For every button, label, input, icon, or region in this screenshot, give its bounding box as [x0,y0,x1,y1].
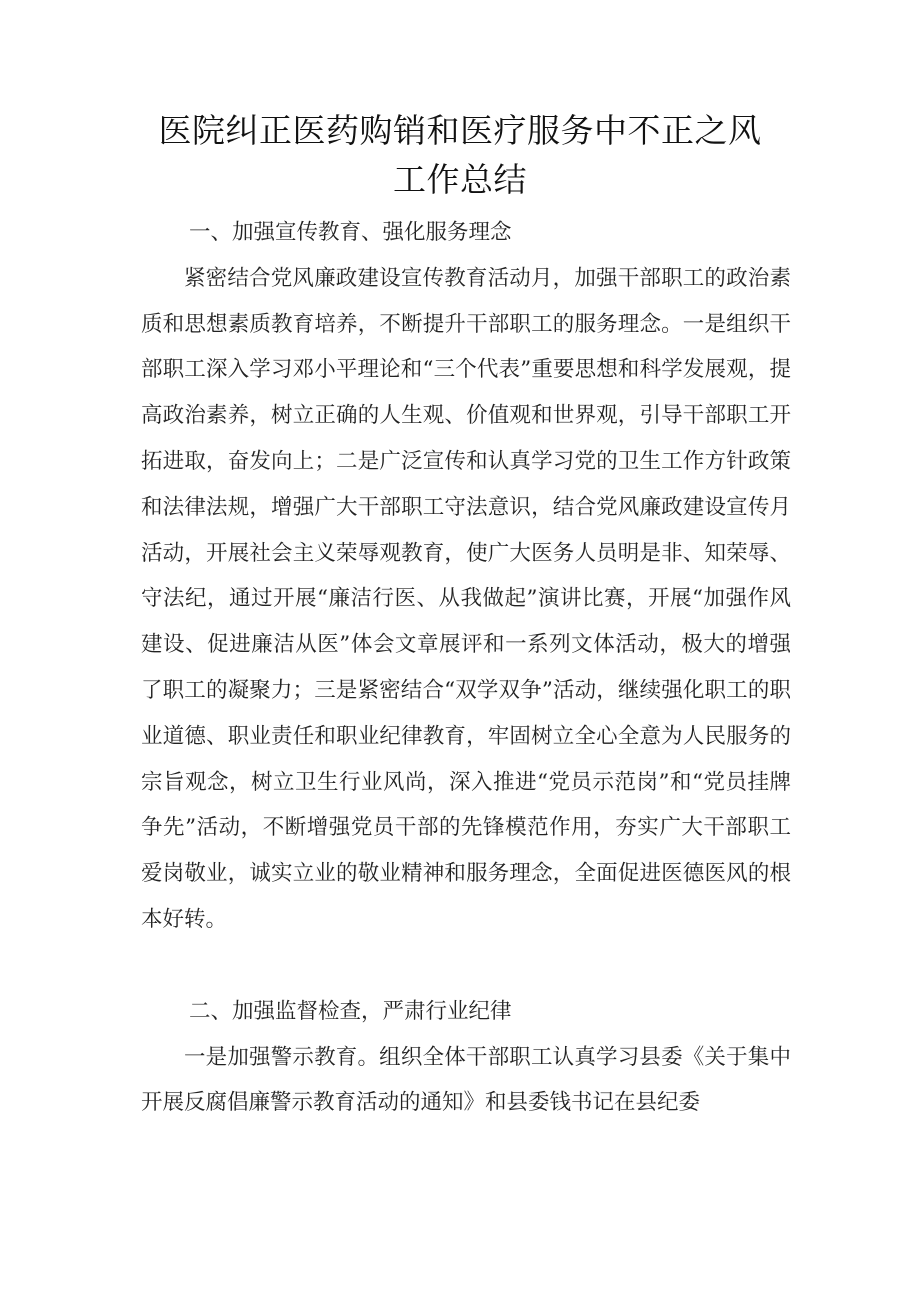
section-1-heading: 一、加强宣传教育、强化服务理念 [189,220,512,245]
document-body [141,210,791,1126]
document-title [0,106,920,204]
title-line-2: 工作总结 [393,160,527,199]
section-2-heading: 二、加强监督检查，严肃行业纪律 [189,998,512,1024]
title-line-1: 医院纠正医药购销和医疗服务中不正之风 [158,111,762,150]
section-2-paragraph: 一是加强警示教育。组织全体干部职工认真学习县委《关于集中开展反腐倡廉警示教育活动的通知》和县委钱书记在县纪委 [141,1044,791,1116]
section-1-paragraph: 紧密结合党风廉政建设宣传教育活动月，加强干部职工的政治素质和思想素质教育培养，不断提升干部职工的服务理念。一是组织干部职工深入学习邓小平理论和“三个代表”重要思想和科学发展观，提高政治素养，树立正确的人生观、价值观和世界观，引导干部职工开拓进取，奋发向上；二是广泛宣传和认真学习党的卫生工作方针政策和法律法规，增强广大干部职工守法意识，结合党风廉政建设宣传月活动，开展社会主义荣辱观教育，使广大医务人员明是非、知荣辱、守法纪，通过开展“廉洁行医、从我做起”演讲比赛，开展“加强作风建设、促进廉洁从医”体会文章展评和一系列文体活动，极大的增强了职工的凝聚力；三是紧密结合“双学双争”活动，继续强化职工的职业道德、职业责任和职业纪律教育，牢固树立全心全意为人民服务的宗旨观念，树立卫生行业风尚，深入推进“党员示范岗”和“党员挂牌争先”活动，不断增强党员干部的先锋模范作用，夯实广大干部职工爱岗敬业，诚实立业的敬业精神和服务理念，全面促进医德医风的根本好转。 [141,265,791,932]
section-spacer [141,943,791,989]
